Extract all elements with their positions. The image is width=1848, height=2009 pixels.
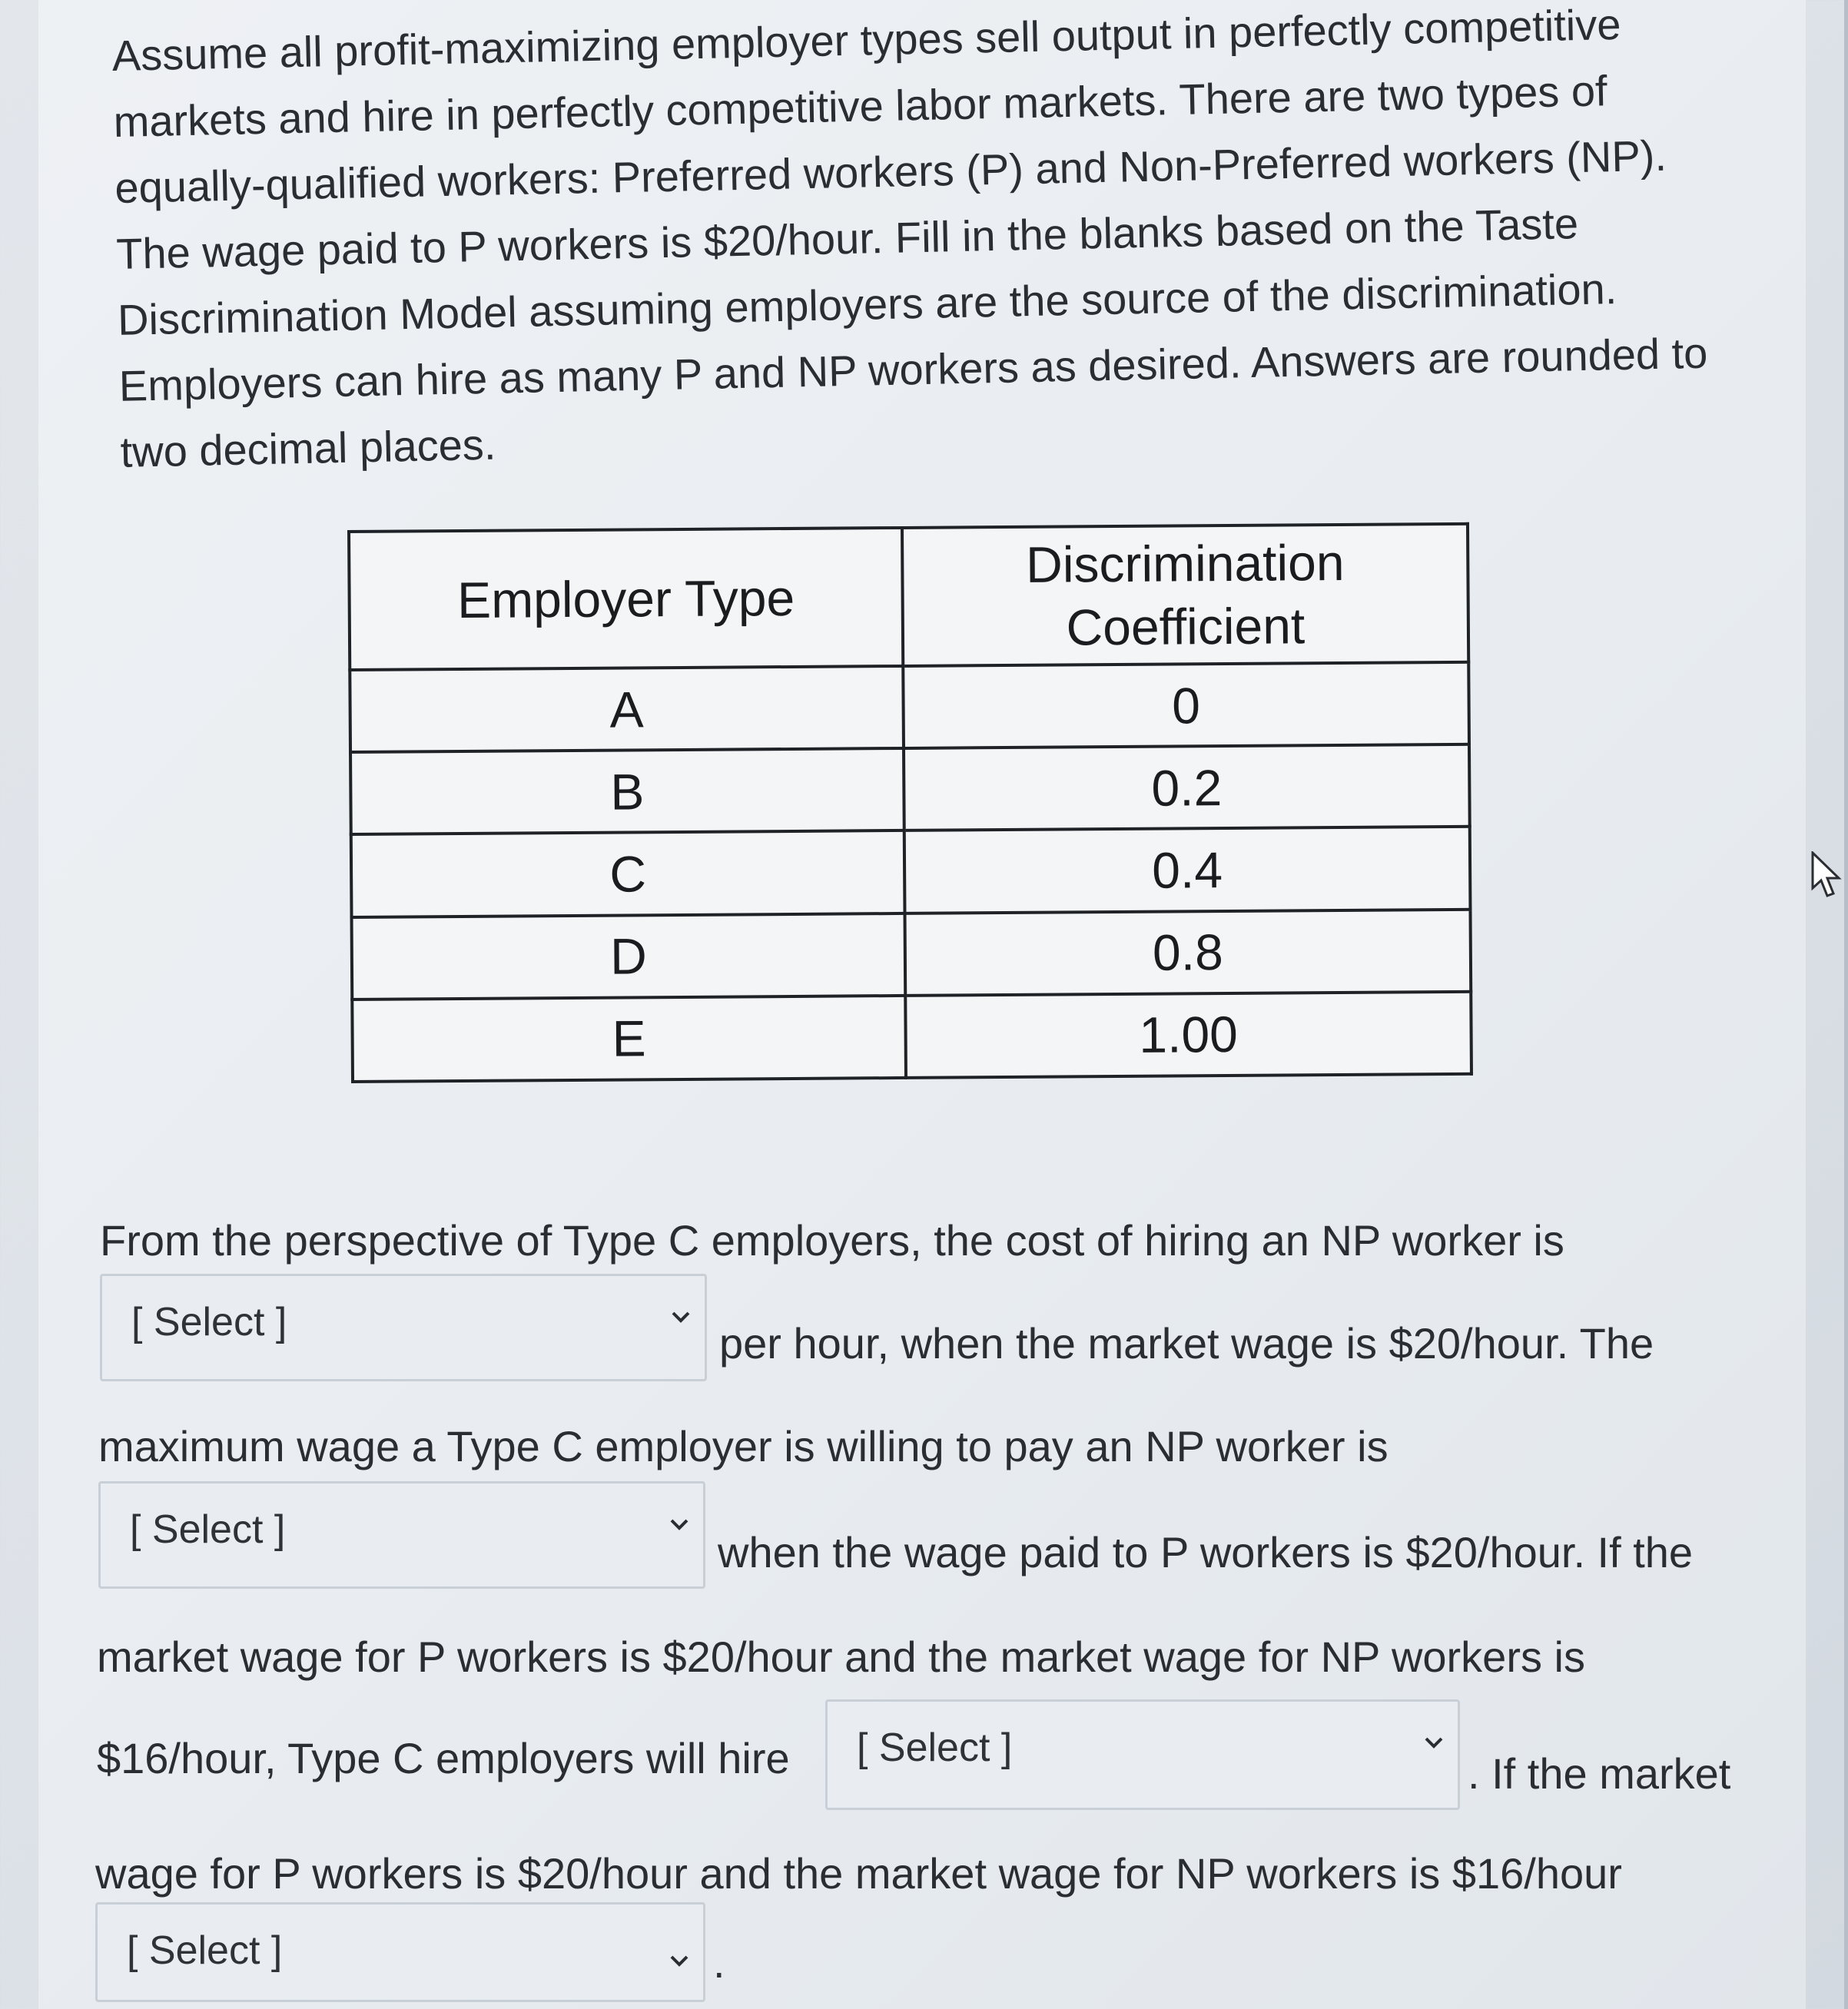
header-discrimination-coefficient: Discrimination Coefficient: [902, 524, 1468, 666]
blank-sentence-4: wage for P workers is $20/hour and the market wage for NP workers is $16/hour: [95, 1849, 1622, 1898]
coefficient-cell: 0.2: [904, 744, 1470, 830]
header-employer-type: Employer Type: [349, 528, 903, 670]
table-row: [352, 909, 1471, 999]
chevron-down-icon: [669, 1951, 689, 1971]
scrollbar-edge[interactable]: [1844, 0, 1848, 2009]
chevron-down-icon: [671, 1307, 691, 1327]
blank-sentence-2: maximum wage a Type C employer is willing to pay an NP worker is: [98, 1422, 1388, 1470]
select-placeholder: [ Select ]: [130, 1507, 286, 1552]
select-hire-choice[interactable]: [825, 1699, 1460, 1810]
chevron-down-icon: [1424, 1732, 1444, 1752]
select-placeholder: [ Select ]: [857, 1726, 1013, 1770]
question-intro: Assume all profit-maximizing employer types sell output in perfectly competitive markets and hire in perfectly competitive labor markets. There are two types of equally-qualified workers: Preferred workers (P) and Non-Preferred workers (NP). The wage paid to P workers is $20/hour. Fill in the blanks based on the Taste Discrimination Model assuming employers are the source of the discrimination. Employers can hire as many P and NP workers as desired. Answers are rounded to two decimal places.: [111, 0, 1708, 476]
chevron-down-icon: [669, 1514, 689, 1534]
employer-type-cell: A: [350, 666, 904, 752]
table-row: [350, 662, 1469, 752]
employer-type-cell: D: [352, 913, 906, 1000]
select-placeholder: [ Select ]: [127, 1928, 283, 1973]
blank-sentence-3-tail: . If the market: [1468, 1749, 1731, 1798]
select-final-choice[interactable]: [95, 1902, 705, 2002]
table-header-row: [349, 524, 1468, 670]
select-np-cost[interactable]: [100, 1274, 707, 1381]
blank-sentence-4-tail: .: [713, 1938, 725, 1987]
select-placeholder: [ Select ]: [131, 1300, 287, 1344]
select-max-np-wage[interactable]: [98, 1481, 705, 1589]
table-row: [352, 992, 1471, 1082]
blank-sentence-1: From the perspective of Type C employers, the cost of hiring an NP worker is: [100, 1216, 1564, 1265]
discrimination-table: [347, 522, 1473, 1083]
coefficient-cell: 0: [903, 662, 1469, 748]
coefficient-cell: 0.4: [904, 827, 1471, 913]
employer-type-cell: E: [352, 996, 906, 1082]
mouse-pointer-icon: [1810, 851, 1845, 899]
table-row: [351, 827, 1471, 917]
blank-sentence-1-tail: per hour, when the market wage is $20/hour. The: [719, 1319, 1654, 1368]
blank-sentence-2-tail: when the wage paid to P workers is $20/hour. If the: [718, 1528, 1694, 1576]
coefficient-cell: 0.8: [904, 909, 1471, 995]
table-row: [350, 744, 1470, 834]
employer-type-cell: B: [350, 748, 904, 834]
employer-type-cell: C: [351, 830, 905, 917]
blank-sentence-3: market wage for P workers is $20/hour and the market wage for NP workers is: [97, 1633, 1585, 1681]
blank-sentence-3-lead: $16/hour, Type C employers will hire: [97, 1734, 790, 1782]
coefficient-cell: 1.00: [905, 992, 1471, 1078]
